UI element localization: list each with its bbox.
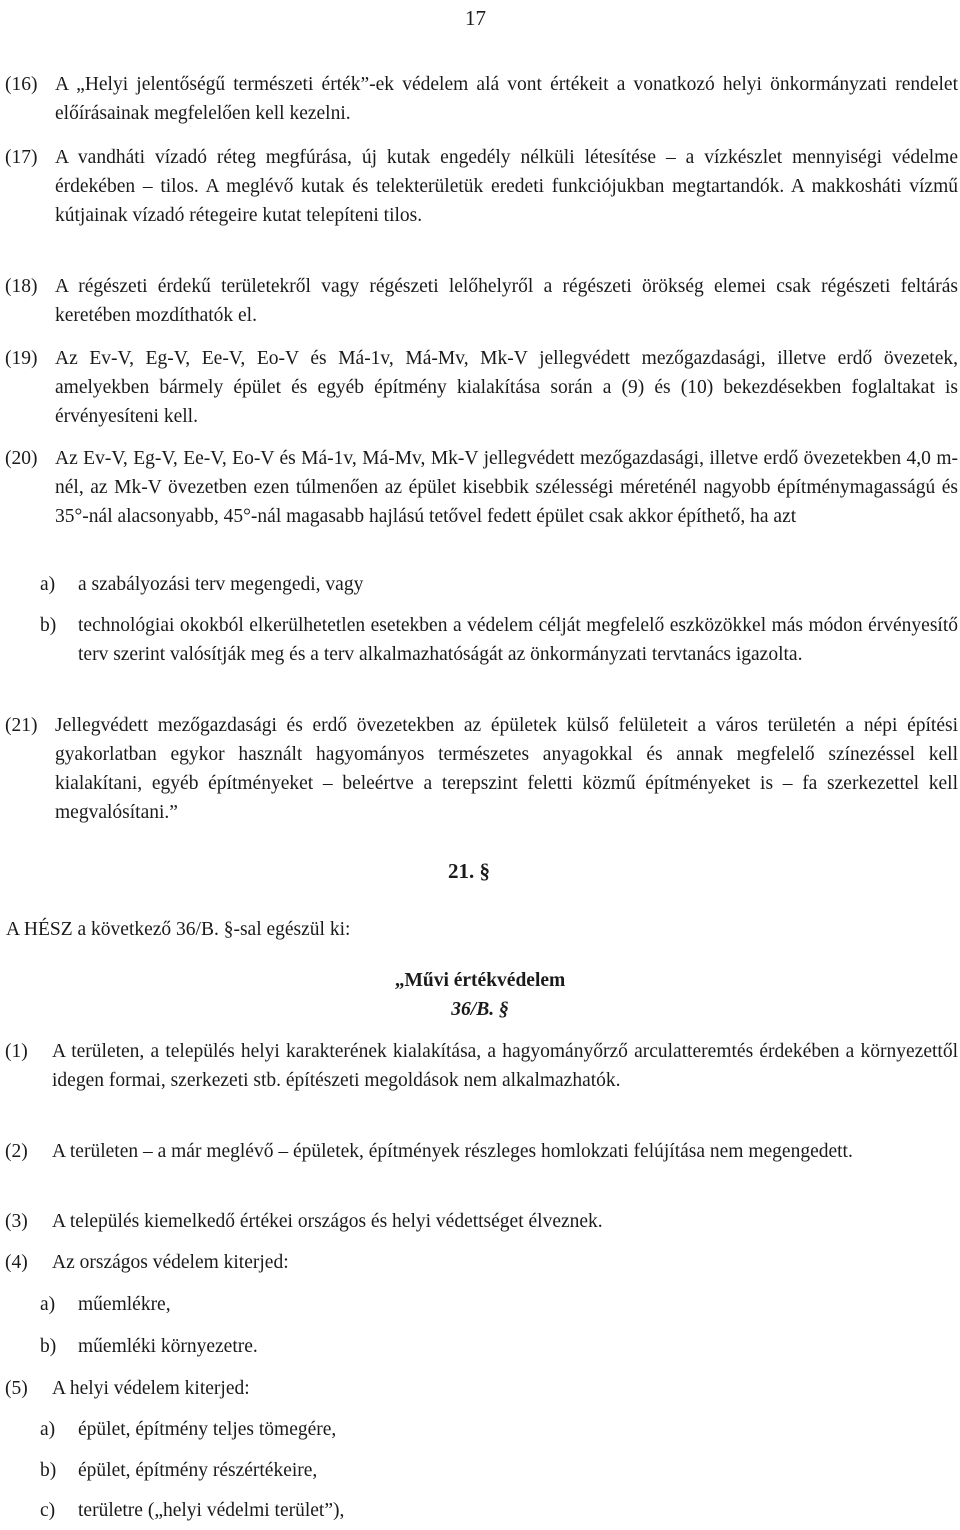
- intro-line: A HÉSZ a következő 36/B. §-sal egészül ki:: [6, 919, 351, 940]
- list-item-label: a): [40, 574, 56, 595]
- list-item-label: c): [40, 1500, 56, 1521]
- list-item-b4-b: [40, 1332, 958, 1361]
- paragraph-text: A régészeti érdekű területekről vagy régészeti lelőhelyről a régészeti örökség elemei csak régészeti feltárás keretében mozdíthatók el.: [55, 276, 958, 326]
- paragraph-text: Az országos védelem kiterjed:: [52, 1252, 289, 1273]
- paragraph-17: [0, 143, 958, 230]
- list-item-text: műemléki környezetre.: [78, 1336, 258, 1357]
- list-item-text: épület, építmény teljes tömegére,: [78, 1419, 337, 1440]
- paragraph-number: (18): [5, 276, 38, 297]
- list-item-b5-b: [40, 1456, 958, 1485]
- paragraph-text: A területen – a már meglévő – épületek, építmények részleges homlokzati felújítása nem megengedett.: [52, 1141, 853, 1162]
- paragraph-b4: [0, 1248, 958, 1277]
- paragraph-number: (4): [5, 1252, 28, 1273]
- paragraph-16: [0, 70, 958, 128]
- paragraph-text: A helyi védelem kiterjed:: [52, 1378, 250, 1399]
- paragraph-number: (21): [5, 715, 38, 736]
- paragraph-number: (17): [5, 147, 38, 168]
- paragraph-b3: [0, 1207, 958, 1236]
- paragraph-number: (1): [5, 1041, 28, 1062]
- paragraph-number: (16): [5, 74, 38, 95]
- list-item-text: technológiai okokból elkerülhetetlen esetekben a védelem célját megfelelő eszközökkel más módon érvényesítő terv szerint valósítják meg és a terv alkalmazhatóságát az önkormányzati tervtanács igazolta.: [78, 615, 958, 665]
- new-section-title: „Művi értékvédelem: [394, 970, 566, 991]
- paragraph-b2: [0, 1137, 958, 1166]
- list-item-b5-a: [40, 1415, 958, 1444]
- paragraph-text: Az Ev-V, Eg-V, Ee-V, Eo-V és Má-1v, Má-Mv, Mk-V jellegvédett mezőgazdasági, illetve erdő övezetekben 4,0 m-nél, az Mk-V övezetben ezen túlmenően az épület kisebbik szélességi méreténél nagyobb építménymagasságú és 35°-nál alacsonyabb, 45°-nál magasabb hajlású tetővel fedett épület csak akkor építhető, ha azt: [55, 448, 958, 527]
- paragraph-number: (3): [5, 1211, 28, 1232]
- paragraph-text: A területen, a település helyi karakterének kialakítása, a hagyományőrző arculatteremtés érdekében a környezettől idegen formai, szerkezeti stb. építészeti megoldások nem alkalmazhatók.: [52, 1041, 958, 1091]
- list-item-text: a szabályozási terv megengedi, vagy: [78, 574, 364, 595]
- list-item-text: épület, építmény részértékeire,: [78, 1460, 318, 1481]
- paragraph-number: (2): [5, 1141, 28, 1162]
- list-item-b5-c: [40, 1496, 958, 1525]
- section-heading: 21. §: [448, 859, 490, 883]
- paragraph-number: (5): [5, 1378, 28, 1399]
- list-item-text: műemlékre,: [78, 1294, 171, 1315]
- paragraph-text: Az Ev-V, Eg-V, Ee-V, Eo-V és Má-1v, Má-Mv, Mk-V jellegvédett mezőgazdasági, illetve erdő övezetek, amelyekben bármely épület és egyéb építmény kialakítása során a (9) és (10) bekezdésekben foglaltakat is érvényesíteni kell.: [55, 348, 958, 427]
- paragraph-b5: [0, 1374, 958, 1403]
- list-item-b4-a: [40, 1290, 958, 1319]
- new-section-subtitle: 36/B. §: [451, 999, 509, 1020]
- list-item-label: a): [40, 1294, 56, 1315]
- list-item-label: a): [40, 1419, 56, 1440]
- paragraph-21: [0, 711, 958, 827]
- list-item-a: [40, 570, 958, 599]
- paragraph-b1: [0, 1037, 958, 1095]
- paragraph-text: A vandháti vízadó réteg megfúrása, új kutak engedély nélküli létesítése – a vízkészlet mennyiségi védelme érdekében – tilos. A meglévő kutak és telekterületük eredeti funkciójukban megtartandók. A makkosháti vízmű kútjainak vízadó rétegeire kutat telepíteni tilos.: [55, 147, 958, 226]
- paragraph-20: [0, 444, 958, 531]
- list-item-label: b): [40, 1336, 57, 1357]
- paragraph-text: Jellegvédett mezőgazdasági és erdő övezetekben az épületek külső felületeit a város területén a népi építési gyakorlatban egykor használt hagyományos természetes anyagokkal és annak megfelelő színezéssel kell kialakítani, egyéb építményeket – beleértve a terepszint feletti közmű építményeket is – fa szerkezettel kell megvalósítani.”: [55, 715, 958, 823]
- list-item-label: b): [40, 1460, 57, 1481]
- paragraph-19: [0, 344, 958, 431]
- list-item-b: [40, 611, 958, 669]
- paragraph-text: A település kiemelkedő értékei országos és helyi védettséget élveznek.: [52, 1211, 603, 1232]
- paragraph-text: A „Helyi jelentőségű természeti érték”-ek védelem alá vont értékeit a vonatkozó helyi önkormányzati rendelet előírásainak megfelelően kell kezelni.: [55, 74, 958, 124]
- page-number: 17: [465, 6, 486, 30]
- list-item-text: területre („helyi védelmi terület”),: [78, 1500, 345, 1521]
- paragraph-number: (20): [5, 448, 38, 469]
- paragraph-number: (19): [5, 348, 38, 369]
- paragraph-18: [0, 272, 958, 330]
- list-item-label: b): [40, 615, 57, 636]
